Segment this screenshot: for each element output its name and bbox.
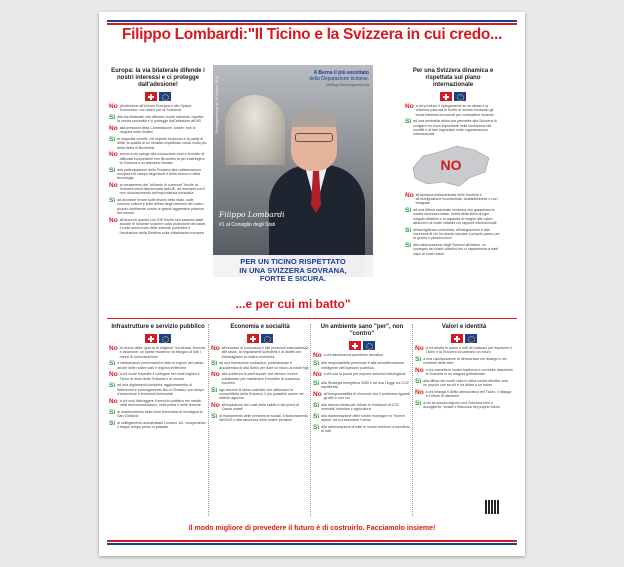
item-text: all'accordo quadro con l'UE finché non saranno state accolte le richieste svizzere sulla protezione dei salari, il ruolo autorizzato delle aziende pubbliche e l'esclusione della Direttiva sulla cittadinanza europea xyxy=(119,217,206,235)
list-item xyxy=(415,390,513,399)
item-text: all'esplosione dei costi della salute e dei premi di Cassa malati xyxy=(221,402,300,412)
left-column xyxy=(109,68,207,237)
column-separator xyxy=(208,324,209,516)
si-label: Sì xyxy=(109,113,116,121)
no-label: No xyxy=(109,371,118,379)
item-text: all'eccesso di burocrazia e alle pressioni internazionali: alle tasse, ai regolamenti sufficienti e ai divieti che imbavagliano la nostra economia xyxy=(221,346,309,359)
caption-line: A Berna il più ascoltato xyxy=(313,70,369,76)
item-text: a chi vuole impedire il collegare nei modi migliori il Ticino al resto della Svizzera e al mondo xyxy=(119,372,200,381)
item-text: a chi infanga il diritto democratico nel Ticino, il dialogo e il rifiuto di discutere xyxy=(425,389,512,399)
si-label: Sì xyxy=(109,197,116,205)
no-label: No xyxy=(415,345,424,352)
si-label: Sì xyxy=(405,242,412,249)
item-text: al mantenimento della linea ferroviaria di montagna al San Gottardo xyxy=(117,409,203,418)
list-item xyxy=(405,193,501,206)
flags xyxy=(211,334,309,343)
list-item xyxy=(415,357,513,366)
item-text: all'apertura indiscriminata delle frontiere e all'immigrazione incontrollata, destabilizzante e non integrata xyxy=(415,192,498,206)
item-text: alla partecipazione della Svizzera alla collaborazione europea nel campo degli studi e della ricerca e della tecnologia xyxy=(117,167,202,181)
bottom-column-heading: Infrastrutture e servizio pubblico xyxy=(111,324,205,330)
no-label: No xyxy=(313,352,322,359)
list-item xyxy=(211,403,309,412)
swiss-flag-icon xyxy=(349,341,361,350)
list-item xyxy=(109,383,207,396)
list-item xyxy=(109,421,207,430)
no-label: No xyxy=(211,371,220,379)
item-text: alla trasformazione delle nostre montagne in "riserve alpine" da cui escludere l'uomo xyxy=(321,413,405,423)
list-item xyxy=(405,104,501,117)
eu-flag-icon xyxy=(261,334,273,343)
si-label: Sì xyxy=(109,382,116,390)
si-label: Sì xyxy=(109,166,116,174)
list-item xyxy=(109,410,207,419)
list-item xyxy=(109,399,207,408)
list-item xyxy=(109,137,207,150)
item-text: ad ancorare levare sulle lesioni dello stato, sulle comune culture e sulle difese degli interessi del nostro piccolo continente contro le grandi aggressive potenze del mondo xyxy=(117,198,204,215)
no-label: No xyxy=(211,401,220,409)
si-label: Sì xyxy=(313,401,320,409)
item-text: alla responsabilità personale e alla sensibilizzazione intelligente dell'opinione pubblica xyxy=(321,361,405,370)
bottom-blue-bar xyxy=(107,543,517,545)
item-text: alla via bilaterale che difende i nostri interessi, rispetta la nostra sovranità e ci protegge dall'adesione all'UE! xyxy=(117,114,204,124)
no-label: No xyxy=(313,371,322,379)
si-label: Sì xyxy=(405,226,412,234)
bottom-red-bar xyxy=(107,540,517,542)
item-text: agli accordi di libero scambio che rafforzano la competitività della Svizzera, il più possibile anche nel settore agricolo xyxy=(219,387,304,401)
no-label: No xyxy=(109,216,118,224)
item-text: al ritorno della "guerra di religione" tra strada, ferrovia e aviazione: un paese moderno ha bisogno di tutti i mezzi di comunicazione xyxy=(119,346,205,359)
list-item xyxy=(211,414,309,423)
list-item xyxy=(313,372,411,378)
no-label: No xyxy=(415,388,424,396)
si-label: Sì xyxy=(109,360,116,368)
no-label: No xyxy=(109,345,118,352)
candidate-photo xyxy=(213,65,373,277)
swiss-flag-icon xyxy=(440,92,452,101)
caption-line: della Deputazione ticinese. xyxy=(309,76,369,82)
si-label: Sì xyxy=(313,379,320,387)
section-divider xyxy=(107,318,517,319)
list-item xyxy=(109,126,207,135)
swiss-flag-icon xyxy=(451,334,463,343)
flags xyxy=(109,334,207,343)
item-text: a chi usa la paura per imporre soluzioni ideologiche xyxy=(323,372,406,377)
no-label: No xyxy=(109,397,118,405)
item-text: a chi produce il ripiegamento su se stessi e la chiusura paurosa di fronte al mondo rinviando gli briosi interessi di comodi per combattere insieme. xyxy=(415,104,495,117)
item-text: ai risanamento delle previdenze sociali, il finanziamento dell'AVS e alla sicurezza delle nostre pensioni xyxy=(219,413,308,423)
banner-line: PER UN TICINO RISPETTATO xyxy=(240,257,346,266)
list-item xyxy=(109,183,207,196)
bottom-column xyxy=(211,324,309,425)
no-label: No xyxy=(405,103,414,110)
si-label: Sì xyxy=(405,207,412,215)
item-text: all'irresponsabilità di chi crede che il problema riguardi gli altri e non noi xyxy=(323,391,410,401)
photo-banner xyxy=(213,255,373,289)
left-column-heading: Europa: la via bilaterale difende i nostri interessi e ci protegge dall'adesione! xyxy=(111,68,205,88)
no-label: No xyxy=(109,103,118,110)
item-text: alla valorizzazione degli Svizzeri all'estero, un sostegno dei nostri cittadini che ci rappresenta a tratti capo ai nostri valori xyxy=(413,243,499,256)
banner-line: IN UNA SVIZZERA SOVRANA, xyxy=(239,265,347,275)
list-item xyxy=(405,208,501,225)
si-label: Sì xyxy=(211,412,218,420)
list-item xyxy=(109,346,207,359)
no-label: No xyxy=(109,181,118,189)
caption-source: NeBag Sonntagszeitung xyxy=(325,82,369,87)
switzerland-map-icon xyxy=(409,138,493,190)
no-label: No xyxy=(405,191,414,199)
list-item xyxy=(415,368,513,377)
bottom-column xyxy=(415,324,513,412)
column-separator xyxy=(412,324,413,516)
si-label: Sì xyxy=(109,135,116,143)
item-text: alla valorizzazione di tutte le nostre territorio a beneficio di tutti xyxy=(321,424,410,433)
flags xyxy=(313,341,411,350)
item-text: alla difesa dei nostri valori e della nostra identità: solo un popolo che sa chi è ha diritto a un futuro xyxy=(423,378,509,388)
signature: Filippo Lombardi xyxy=(219,210,285,219)
item-text: ai negoziati corretti, nel rispetto reciproco e di partiti di diritti: la qualità di un risultato equilibrato conta molto più della fretta di Bruxelles! xyxy=(117,136,207,150)
eu-flag-icon xyxy=(465,334,477,343)
list-item xyxy=(109,168,207,181)
si-label: Sì xyxy=(415,355,422,363)
photo-side-note: Sonntagszeitung del 30 ottobre 2018 xyxy=(215,76,219,134)
item-text: a chi sfrutta le paure e miti del passato per impaurire il Ticino e la Svizzera al contrario un futuro xyxy=(425,346,512,355)
no-label: No xyxy=(313,390,322,398)
item-text: a una valorizzazione la democrazia nel dialogo e nei confronti delle idee xyxy=(423,356,507,366)
list-item xyxy=(211,372,309,385)
item-text: all'adesione all'Unione Europea e allo Spazio Economico: non fanno per la Svizzera! xyxy=(119,104,192,113)
si-label: Sì xyxy=(313,412,320,420)
item-text: al versamento del "miliardo di coesione" finché la Svizzera verrà discriminata dall'UE, ad esempio con il non riconoscimento dell'equivalenza borsistica xyxy=(119,182,206,196)
item-text: al collegamento autostradale Locarno, A2, recuperando il troppo tempo perso in passato xyxy=(117,420,206,429)
list-item xyxy=(313,353,411,359)
list-item xyxy=(313,403,411,412)
item-text: ad una digitamenti completa, aggiornamento di Bellinzona e prolungamento fino a Chiasso, con tempo d'esclusione e terminali intermodali xyxy=(117,383,205,396)
list-item xyxy=(109,198,207,215)
list-item xyxy=(109,372,207,381)
no-label: No xyxy=(109,151,118,159)
top-red-bar xyxy=(107,23,517,25)
list-item xyxy=(405,228,501,241)
list-item xyxy=(405,119,501,136)
si-label: Sì xyxy=(415,377,422,385)
slogan: ...e per cui mi batto" xyxy=(235,297,351,311)
si-label: Sì xyxy=(313,360,320,368)
eu-flag-icon xyxy=(454,92,466,101)
swiss-flag-icon xyxy=(145,92,157,101)
bottom-column xyxy=(109,324,207,431)
item-text: a chi cancella le nostre tradizioni e vorrebbe dissolvere la Svizzera in un magma globalizzato xyxy=(425,367,513,377)
item-text: alla scelta tra le parti sociali: che devono invece collaborare per mantenere il modello di successo svizzero xyxy=(221,372,300,385)
flags xyxy=(405,92,501,101)
poster-title: Filippo Lombardi:"Il Ticino e la Svizzera in cui credo... xyxy=(121,26,503,43)
list-item xyxy=(211,388,309,401)
list-item xyxy=(109,152,207,165)
item-text: a chi vuol distruggere il servizio pubblico nei media, nelle telecomunicazioni, nella posta e nelle ferrovie xyxy=(119,398,202,407)
item-text: alla pressioni della Commissione Junker: non si negozia sotto ricatto! xyxy=(119,125,196,135)
list-item xyxy=(313,392,411,401)
si-label: Sì xyxy=(211,360,218,368)
no-label: No xyxy=(211,345,220,352)
item-text: a chi sa ancora signore una Svizzera forte e accogliente, vivace e fiduciosa nel proprio futuro xyxy=(423,400,500,410)
list-item xyxy=(313,361,411,370)
map-label: NO xyxy=(440,157,462,173)
si-label: Sì xyxy=(109,408,116,416)
swiss-flag-icon xyxy=(145,334,157,343)
list-item xyxy=(211,346,309,359)
bottom-column-heading: Valori e identità xyxy=(441,324,487,330)
candidate-figure xyxy=(269,105,365,277)
flags xyxy=(415,334,513,343)
no-label: No xyxy=(109,124,118,132)
top-blue-bar xyxy=(107,20,517,22)
item-text: ad una formazione scolastica, professionale e accademica di alta livello per dare un futuro ai nostri figli xyxy=(219,361,309,370)
photo-caption xyxy=(277,70,369,88)
flags xyxy=(109,92,207,101)
item-text: alla ricerca mirata per ridurre le emissioni di CO2 immobili, industrie e agricoltura xyxy=(321,402,400,412)
column-separator xyxy=(310,324,311,516)
si-label: Sì xyxy=(415,399,422,407)
list-item xyxy=(109,361,207,370)
item-text: all'accoglienza controllata, all'integrazione e alla sicurezza di chi ha dovuto lasciare il proprio paese per le guerre o persecuzioni xyxy=(413,227,500,241)
right-column-heading: Per una Svizzera dinamica e rispettata sul piano internazionale xyxy=(412,68,494,88)
eu-flag-icon xyxy=(159,334,171,343)
list-item xyxy=(415,379,513,388)
list-item xyxy=(313,414,411,423)
list-item xyxy=(109,104,207,113)
list-item xyxy=(415,346,513,355)
bottom-column xyxy=(313,324,411,436)
list-item xyxy=(405,243,501,256)
list-item xyxy=(313,425,411,434)
item-text: a chi banalizza la questione climatica xyxy=(323,353,383,357)
poster-footer: Il modo migliore di prevedere il futuro è di costruirlo. Facciamolo insieme! xyxy=(188,525,436,532)
si-label: Sì xyxy=(211,386,218,394)
bottom-column-heading: Un ambiente sano "per", non "contro" xyxy=(320,324,404,337)
bottom-column-heading: Economia e socialità xyxy=(230,324,290,330)
banner-line: FORTE E SICURA. xyxy=(259,274,327,284)
item-text: a infrastrutture performanti in tutte le regioni del paese, anche nelle nostre valli e regioni periferiche xyxy=(117,361,205,370)
swiss-flag-icon xyxy=(247,334,259,343)
si-label: Sì xyxy=(405,118,412,126)
no-label: No xyxy=(415,366,424,374)
si-label: Sì xyxy=(109,419,116,427)
eu-flag-icon xyxy=(363,341,375,350)
subcaption: #1 al Consiglio degli Stati xyxy=(219,222,276,228)
campaign-poster xyxy=(99,12,525,556)
si-label: Sì xyxy=(313,423,320,431)
item-text: alla Strategia energetica 2050 e ad una Legge sul CO2 equilibrata xyxy=(321,380,409,390)
list-item xyxy=(109,218,207,235)
qr-code-icon xyxy=(485,500,499,514)
item-text: ad una difesa nazionale moderna che garantisca la nostra sicurezza totale, tutela della sfera di ogni singolo cittadino e la capacità di reagire alle cyber-attacchi e ai nostri cittadini nei rapporti internazionali xyxy=(413,208,497,226)
list-item xyxy=(211,361,309,370)
list-item xyxy=(415,401,513,410)
eu-flag-icon xyxy=(159,92,171,101)
item-text: ad una neutralità attiva che permette alla Svizzera di svolgere un ruolo importante nella risoluzione dei conflitti e di fare ingiustizie nelle organizzazioni internazionali xyxy=(413,119,497,137)
list-item xyxy=(313,381,411,390)
list-item xyxy=(109,115,207,124)
item-text: anche a chi spinge alla costruzione muri e al motto di difficoltà economiche che Bruxelles fa per costringere la Svizzera a un'adesione forzata xyxy=(119,152,205,165)
